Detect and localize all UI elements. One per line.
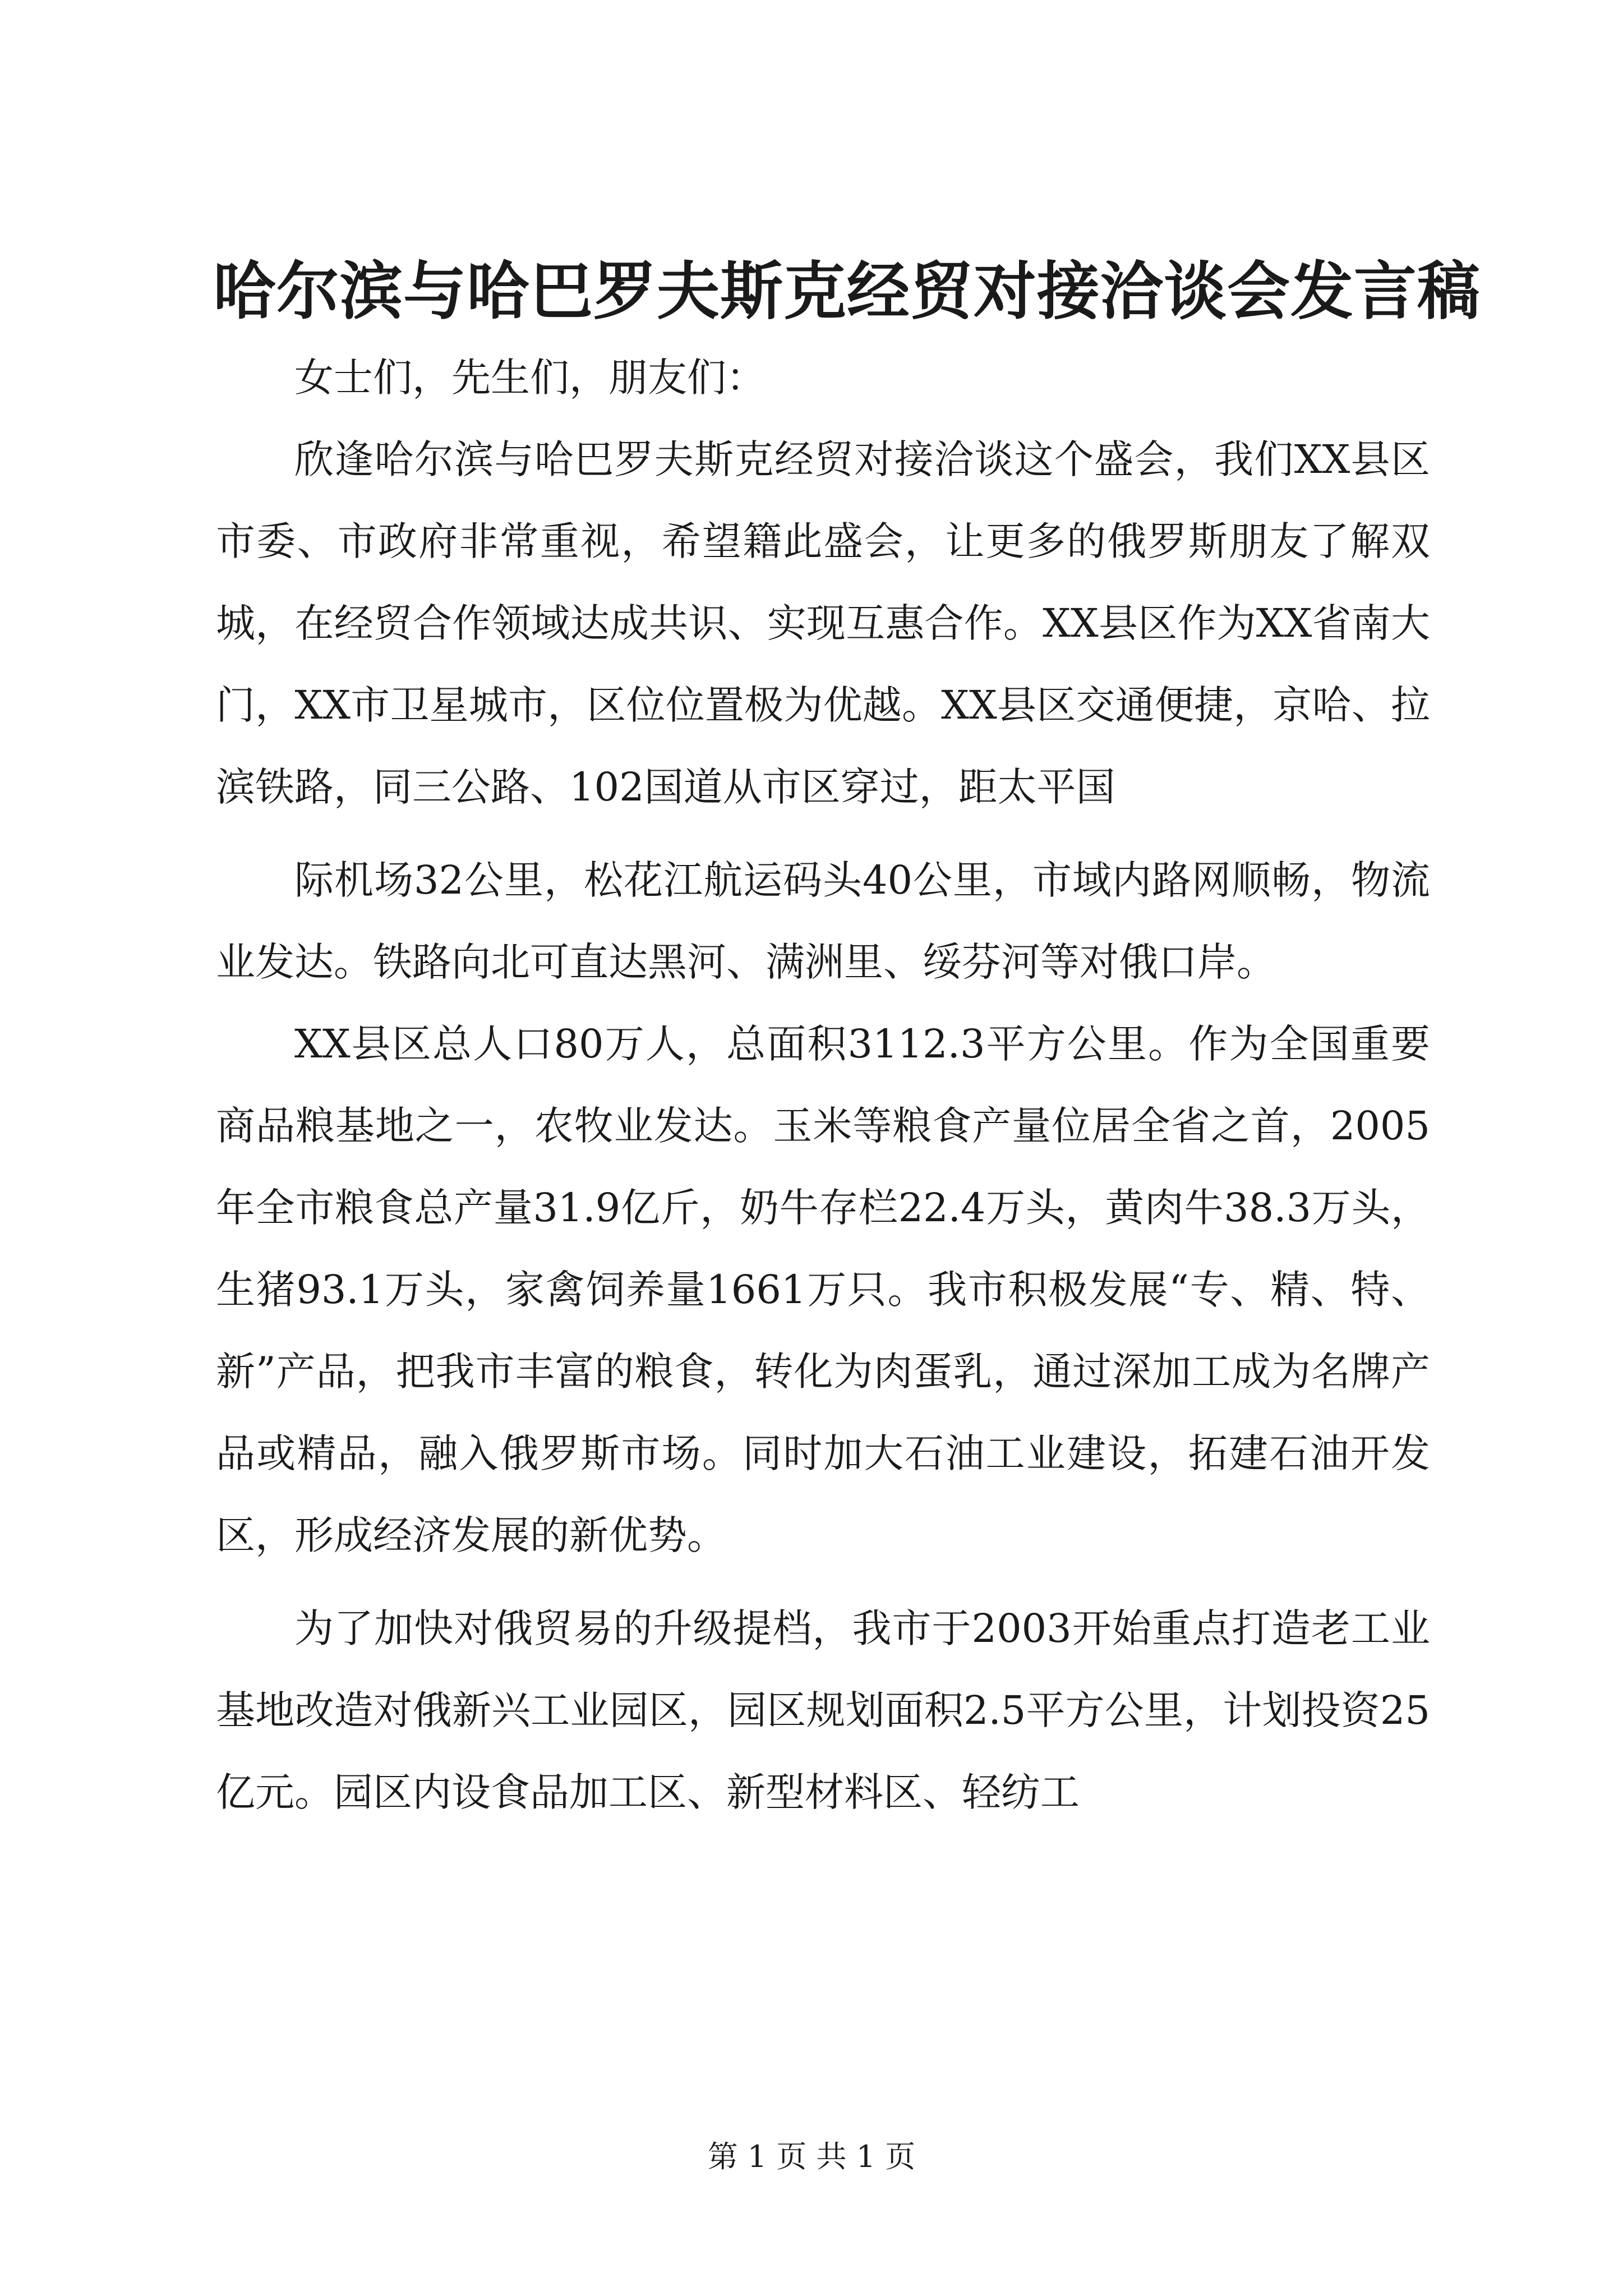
document-title: 哈尔滨与哈巴罗夫斯克经贸对接洽谈会发言稿 xyxy=(213,255,1481,328)
paragraph-transport: 际机场32公里，松花江航运码头40公里，市域内路网顺畅，物流业发达。铁路向北可直达黑河、满洲里、绥芬河等对俄口岸。 xyxy=(216,857,1430,985)
paragraph-agriculture: XX县区总人口80万人，总面积3112.3平方公里。作为全国重要商品粮基地之一，农牧业发达。玉米等粮食产量位居全省之首，2005年全市粮食总产量31.9亿斤，奶牛存栏22.4万头，黄肉牛38.3万头，生猪93.1万头，家禽饲养量1661万只。我市积极发展“专、精、特、新”产品，把我市丰富的粮食，转化为肉蛋乳，通过深加工成为名牌产品或精品，融入俄罗斯市场。同时加大石油工业建设，拓建石油开发区，形成经济发展的新优势。 xyxy=(216,1021,1430,1558)
paragraph-industrial-park: 为了加快对俄贸易的升级提档，我市于2003开始重点打造老工业基地改造对俄新兴工业园区，园区规划面积2.5平方公里，计划投资25亿元。园区内设食品加工区、新型材料区、轻纺工 xyxy=(216,1605,1430,1815)
paragraph-intro: 欣逢哈尔滨与哈巴罗夫斯克经贸对接洽谈这个盛会，我们XX县区市委、市政府非常重视，希望籍此盛会，让更多的俄罗斯朋友了解双城，在经贸合作领域达成共识、实现互惠合作。XX县区作为XX省南大门，XX市卫星城市，区位位置极为优越。XX县区交通便捷，京哈、拉滨铁路，同三公路、102国道从市区穿过，距太平国 xyxy=(216,436,1430,810)
paragraph-greeting: 女士们，先生们，朋友们： xyxy=(294,355,766,401)
document-body xyxy=(216,337,1430,1833)
page-footer: 第 1 页 共 1 页 xyxy=(707,2139,916,2174)
